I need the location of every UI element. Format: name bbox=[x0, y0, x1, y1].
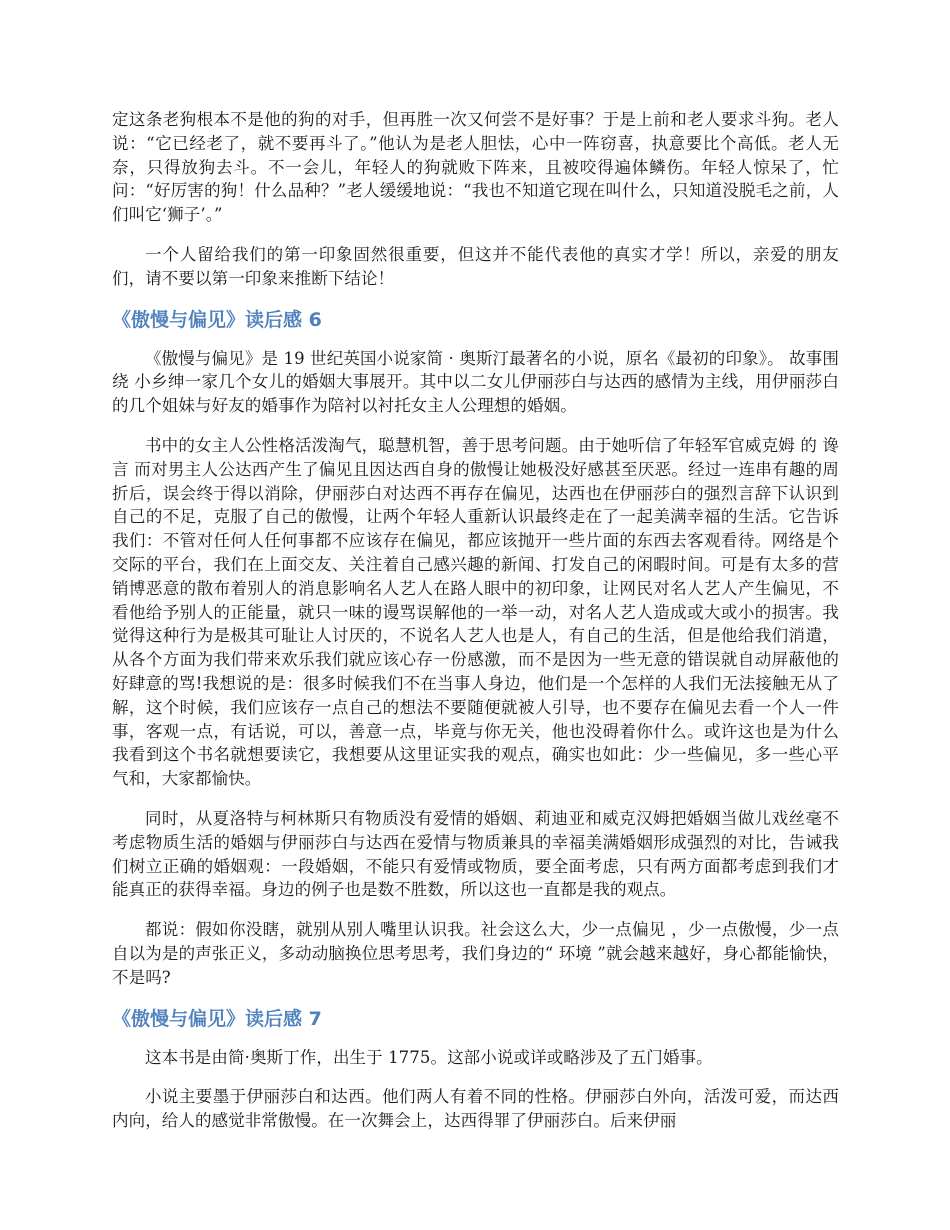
paragraph: 定这条老狗根本不是他的狗的对手，但再胜一次又何尝不是好事？于是上前和老人要求斗狗。老人说：“它已经老了，就不要再斗了。”他认为是老人胆怯，心中一阵窃喜，执意要比个高低。老人无奈，只得放狗去斗。不一会儿，年轻人的狗就败下阵来，且被咬得遍体鳞伤。年轻人惊呆了，忙问：“好厉害的狗！什么品种？”老人缓缓地说：“我也不知道它现在叫什么，只知道没脱毛之前，人们叫它‘狮子’。” bbox=[112, 110, 839, 225]
paragraph: 《傲慢与偏见》是 19 世纪英国小说家简 · 奥斯汀最著名的小说，原名《最初的印象》。 故事围绕 小乡绅一家几个女儿的婚姻大事展开。其中以二女儿伊丽莎白与达西的感情为主线，用伊丽莎白的几个姐妹与好友的婚事作为陪衬以衬托女主人公理想的婚姻。 bbox=[112, 348, 839, 416]
document-page bbox=[112, 108, 839, 1149]
paragraph: 书中的女主人公性格活泼淘气，聪慧机智，善于思考问题。由于她听信了年轻军官威克姆 的 谗言 而对男主人公达西产生了偏见且因达西自身的傲慢让她极没好感甚至厌恶。经过一连串有趣的周折后，误会终于得以消除，伊丽莎白对达西不再存在偏见，达西也在伊丽莎白的强烈言辞下认识到自己的不足，克服了自己的傲慢，让两个年轻人重新认识最终走在了一起美满幸福的生活。它告诉我们：不管对任何人任何事都不应该存在偏见，都应该抛开一些片面的东西去客观看待。网络是个交际的平台，我们在上面交友、关注着自己感兴趣的新闻、打发自己的闲暇时间。可是有太多的营销博恶意的散布着别人的消息影响名人艺人在路人眼中的初印象，让网民对名人艺人产生偏见，不看他给予别人的正能量，就只一味的谩骂误解他的一举一动，对名人艺人造成或大或小的损害。我觉得这种行为是极其可耻让人讨厌的，不说名人艺人也是人，有自己的生活，但是他给我们消遣，从各个方面为我们带来欢乐我们就应该心存一份感激，而不是因为一些无意的错误就自动屏蔽他的好肆意的骂!我想说的是：很多时候我们不在当事人身边，他们是一个怎样的人我们无法接触无从了解，这个时候，我们应该存一点自己的想法不要随便就被人引导，也不要存在偏见去看一个人一件事，客观一点，有话说，可以，善意一点，毕竟与你无关，他也没碍着你什么。或许这也是为什么我看到这个书名就想要读它，我想要从这里证实我的观点，确实也如此：少一些偏见，多一些心平气和，大家都愉快。 bbox=[112, 435, 839, 789]
paragraph: 同时，从夏洛特与柯林斯只有物质没有爱情的婚姻、莉迪亚和威克汉姆把婚姻当做儿戏丝毫不考虑物质生活的婚姻与伊丽莎白与达西在爱情与物质兼具的幸福美满婚姻形成强烈的对比，告诫我们树立正确的婚姻观：一段婚姻，不能只有爱情或物质，要全面考虑，只有两方面都考虑到我们才能真正的获得幸福。身边的例子也是数不胜数，所以这也一直都是我的观点。 bbox=[112, 808, 839, 900]
paragraph: 小说主要墨于伊丽莎白和达西。他们两人有着不同的性格。伊丽莎白外向，活泼可爱，而达西内向，给人的感觉非常傲慢。在一次舞会上，达西得罪了伊丽莎白。后来伊丽 bbox=[112, 1087, 839, 1131]
paragraph: 这本书是由简·奥斯丁作，出生于 1775。这部小说或详或略涉及了五门婚事。 bbox=[145, 1047, 713, 1067]
section-heading: 《傲慢与偏见》读后感 7 bbox=[112, 1007, 322, 1030]
paragraph: 一个人留给我们的第一印象固然很重要，但这并不能代表他的真实才学！所以，亲爱的朋友们，请不要以第一印象来推断下结论！ bbox=[112, 244, 839, 288]
paragraph: 都说：假如你没瞎，就别从别人嘴里认识我。社会这么大，少一点偏见 ，少一点傲慢，少一点自以为是的声张正义，多动动脑换位思考思考，我们身边的“ 环境 ”就会越来越好，身心都能愉快，不是吗? bbox=[112, 920, 839, 987]
section-heading: 《傲慢与偏见》读后感 6 bbox=[112, 308, 322, 331]
